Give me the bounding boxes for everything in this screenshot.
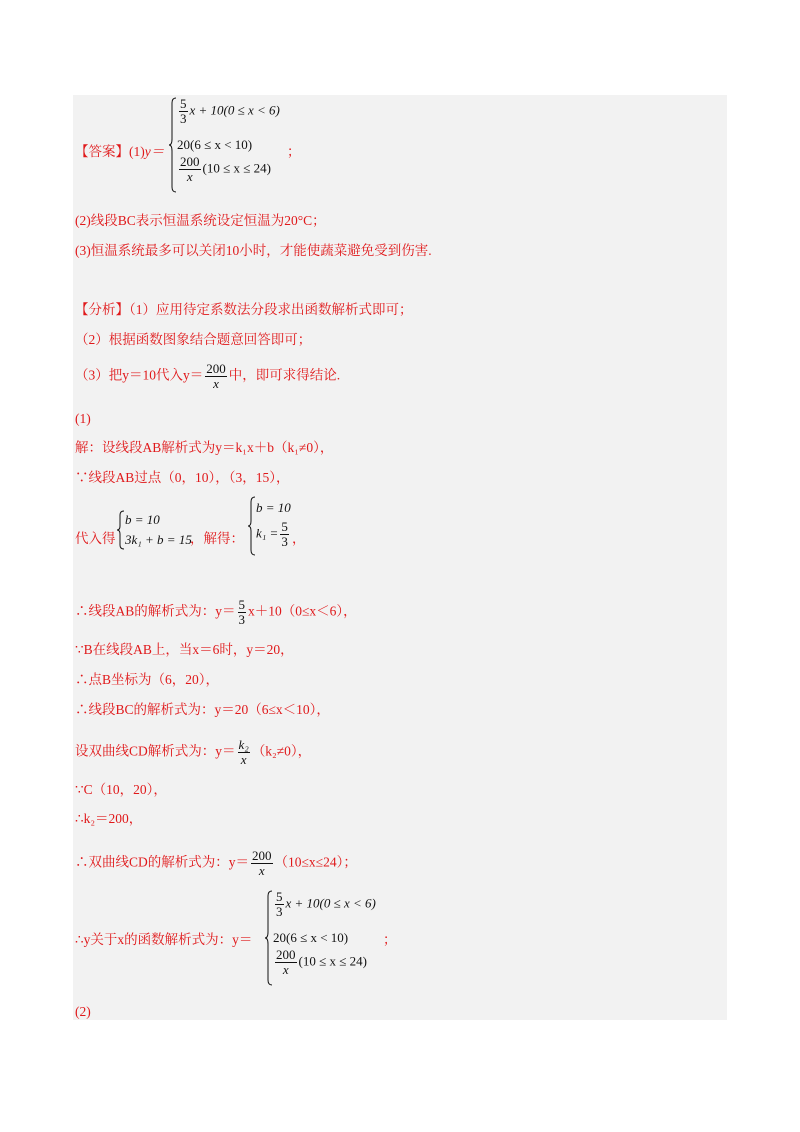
answer-piecewise bbox=[169, 97, 299, 193]
system-1-row-2: 3k₁ + b = 15 bbox=[125, 532, 192, 547]
piece-3: $\frac{200}{x}$ (10 ≤ x ≤ 24) bbox=[180, 154, 271, 184]
brace-icon bbox=[265, 890, 273, 986]
brace-icon bbox=[248, 496, 256, 556]
solution-line-5: ∵B在线段AB上，当x＝6时，y＝20， bbox=[75, 642, 294, 657]
answer-label-line: 【答案】(1)y＝ bbox=[75, 144, 165, 159]
solution-part2-label: (2) bbox=[75, 1004, 91, 1019]
solution-line-11: ∴双曲线CD的解析式为：y＝ $\frac{200}{x}$ （10≤x≤24）； bbox=[75, 848, 357, 878]
solution-line-1: 解：设线段AB解析式为y＝k₁x＋b（k₁≠0）， bbox=[75, 440, 334, 455]
final-piece-3: $\frac{200}{x}$ (10 ≤ x ≤ 24) bbox=[276, 947, 367, 977]
final-piecewise bbox=[265, 890, 395, 986]
brace-icon bbox=[169, 97, 177, 193]
final-piece-1: $\frac{5}{3}$ x + 10(0 ≤ x < 6) bbox=[276, 889, 376, 919]
solution-part1-label: (1) bbox=[75, 411, 91, 426]
system-1-row-1: b = 10 bbox=[125, 512, 160, 527]
piece-1: $\frac{5}{3}$ x + 10(0 ≤ x < 6) bbox=[180, 96, 280, 126]
piece-2: 20(6 ≤ x < 10) bbox=[177, 137, 253, 152]
solution-line-8: 设双曲线CD解析式为：y＝ $\frac{\text{k₂}}{x}$ （k₂≠0）， bbox=[75, 737, 312, 767]
answer-part2: (2)线段BC表示恒温系统设定恒温为20°C； bbox=[75, 213, 326, 228]
system-2-row-1: b = 10 bbox=[256, 500, 291, 515]
answer-semicolon: ； bbox=[287, 144, 301, 159]
solution-line-6: ∴点B坐标为（6，20）， bbox=[75, 672, 220, 687]
system-2-comma: ， bbox=[292, 531, 306, 546]
analysis-step1: 【分析】（1）应用待定系数法分段求出函数解析式即可； bbox=[75, 302, 413, 317]
substitute-prefix: 代入得 bbox=[75, 531, 116, 546]
analysis-step2: （2）根据函数图象结合题意回答即可； bbox=[75, 332, 312, 347]
solution-line-7: ∴线段BC的解析式为：y＝20（6≤x＜10）， bbox=[75, 702, 330, 717]
answer-part3: (3)恒温系统最多可以关闭10小时，才能使蔬菜避免受到伤害. bbox=[75, 243, 432, 258]
solution-line-10: ∴k₂＝200， bbox=[75, 811, 143, 826]
solution-line-ab: ∴线段AB的解析式为：y＝ $\frac{5}{3}$ x＋10（0≤x＜6）， bbox=[75, 597, 357, 627]
solution-line-2: ∵线段AB过点（0，10），（3，15）， bbox=[75, 470, 290, 485]
system-2-row-2: k₁ = $\frac{5}{3}$ bbox=[256, 519, 288, 549]
analysis-step3: （3）把y＝10代入y＝ $\frac{200}{x}$ 中，即可求得结论. bbox=[75, 361, 341, 391]
brace-icon bbox=[117, 510, 125, 550]
final-piece-2: 20(6 ≤ x < 10) bbox=[273, 930, 349, 945]
content-panel bbox=[73, 95, 727, 1020]
solution-line-12: ∴y关于x的函数解析式为：y＝ bbox=[75, 932, 253, 947]
final-semicolon: ； bbox=[383, 932, 397, 947]
system-1 bbox=[117, 510, 197, 550]
solve-text: ，解得： bbox=[190, 531, 244, 546]
solution-line-9: ∵C（10，20）， bbox=[75, 782, 167, 797]
